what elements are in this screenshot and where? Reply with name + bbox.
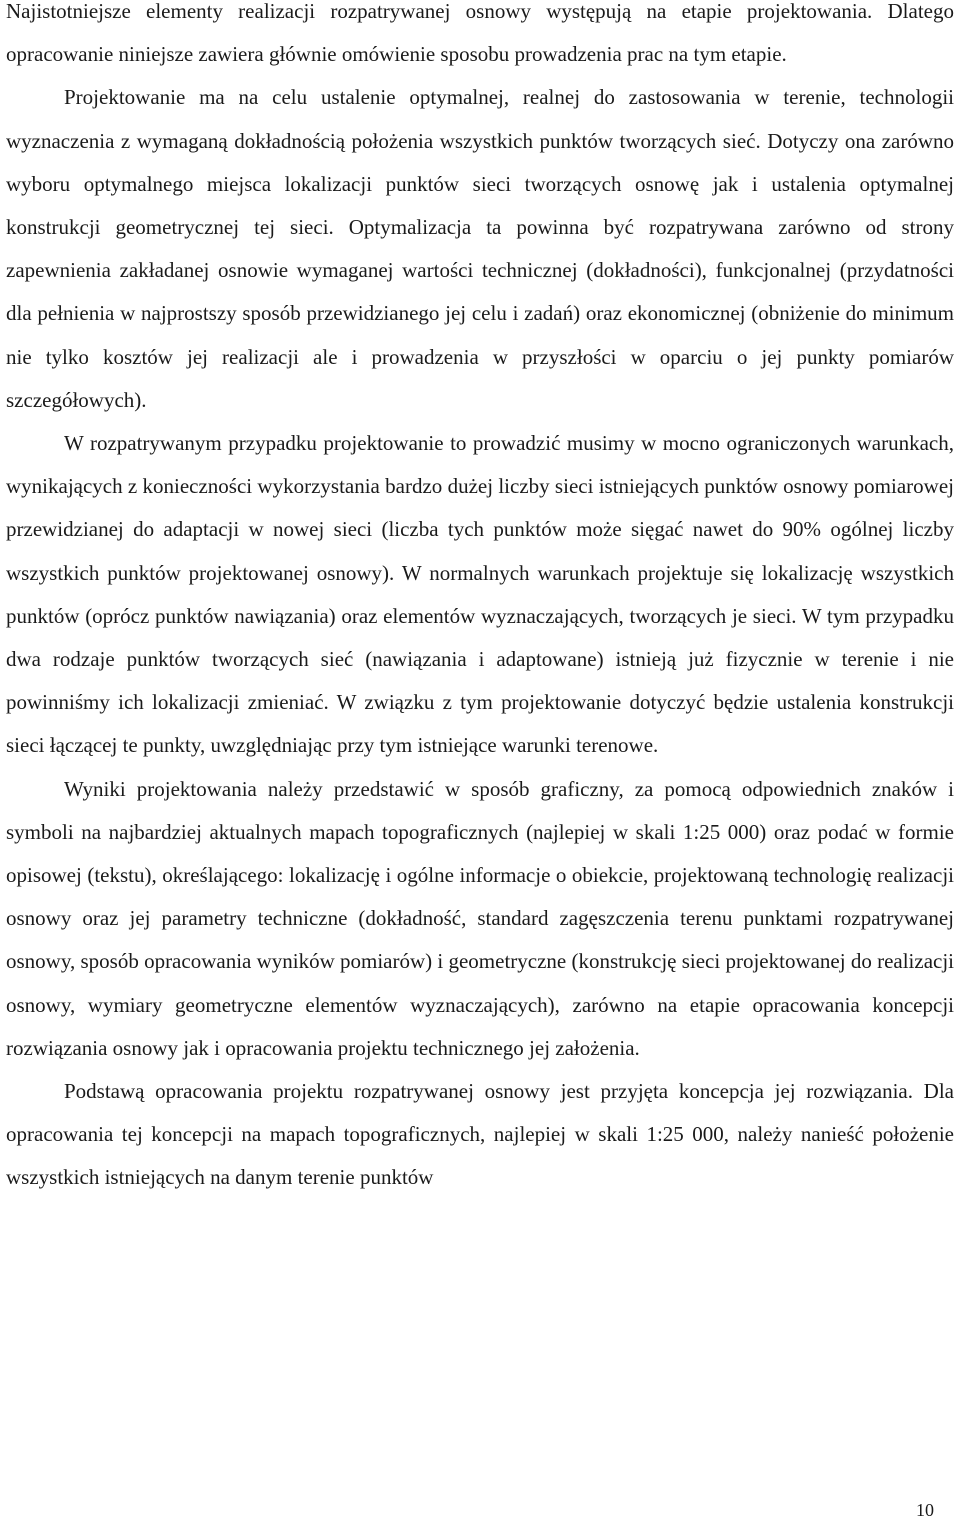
document-body <box>6 0 954 1200</box>
paragraph-3: W rozpatrywanym przypadku projektowanie to prowadzić musimy w mocno ograniczonych warunkach, wynikających z konieczności wykorzystania bardzo dużej liczby sieci istniejących punktów osnowy pomiarowej przewidzianej do adaptacji w nowej sieci (liczba tych punktów może sięgać nawet do 90% ogólnej liczby wszystkich punktów projektowanej osnowy). W normalnych warunkach projektuje się lokalizację wszystkich punktów (oprócz punktów nawiązania) oraz elementów wyznaczających, tworzących je sieci. W tym przypadku dwa rodzaje punktów tworzących sieć (nawiązania i adaptowane) istnieją już fizycznie w terenie i nie powinniśmy ich lokalizacji zmieniać. W związku z tym projektowanie dotyczyć będzie ustalenia konstrukcji sieci łączącej te punkty, uwzględniając przy tym istniejące warunki terenowe. <box>6 431 954 758</box>
paragraph-5: Podstawą opracowania projektu rozpatrywanej osnowy jest przyjęta koncepcja jej rozwiązania. Dla opracowania tej koncepcji na mapach topograficznych, najlepiej w skali 1:25 000, należy nanieść położenie wszystkich istniejących na danym terenie punktów <box>6 1079 954 1190</box>
page-number: 10 <box>916 1500 934 1520</box>
paragraph-1: Najistotniejsze elementy realizacji rozpatrywanej osnowy występują na etapie projektowania. Dlatego opracowanie niniejsze zawiera głównie omówienie sposobu prowadzenia prac na tym etapie. <box>6 0 954 67</box>
paragraph-4: Wyniki projektowania należy przedstawić w sposób graficzny, za pomocą odpowiednich znaków i symboli na najbardziej aktualnych mapach topograficznych (najlepiej w skali 1:25 000) oraz podać w formie opisowej (tekstu), określającego: lokalizację i ogólne informacje o obiekcie, projektowaną technologię realizacji osnowy oraz jej parametry techniczne (dokładność, standard zagęszczenia terenu punktami rozpatrywanej osnowy, sposób opracowania wyników pomiarów) i geometryczne (konstrukcję sieci projektowanej do realizacji osnowy, wymiary geometryczne elementów wyznaczających), zarówno na etapie opracowania koncepcji rozwiązania osnowy jak i opracowania projektu technicznego jej założenia. <box>6 776 955 1060</box>
paragraph-2: Projektowanie ma na celu ustalenie optymalnej, realnej do zastosowania w terenie, technologii wyznaczenia z wymaganą dokładnością położenia wszystkich punktów tworzących sieć. Dotyczy ona zarówno wyboru optymalnego miejsca lokalizacji punktów sieci tworzących osnowę jak i ustalenia optymalnej konstrukcji geometrycznej tej sieci. Optymalizacja ta powinna być rozpatrywana zarówno od strony zapewnienia zakładanej osnowie wymaganej wartości technicznej (dokładności), funkcjonalnej (przydatności dla pełnienia w najprostszy sposób przewidzianego jej celu i zadań) oraz ekonomicznej (obniżenie do minimum nie tylko kosztów jej realizacji ale i prowadzenia w przyszłości w oparciu o jej punkty pomiarów szczegółowych). <box>6 85 954 412</box>
